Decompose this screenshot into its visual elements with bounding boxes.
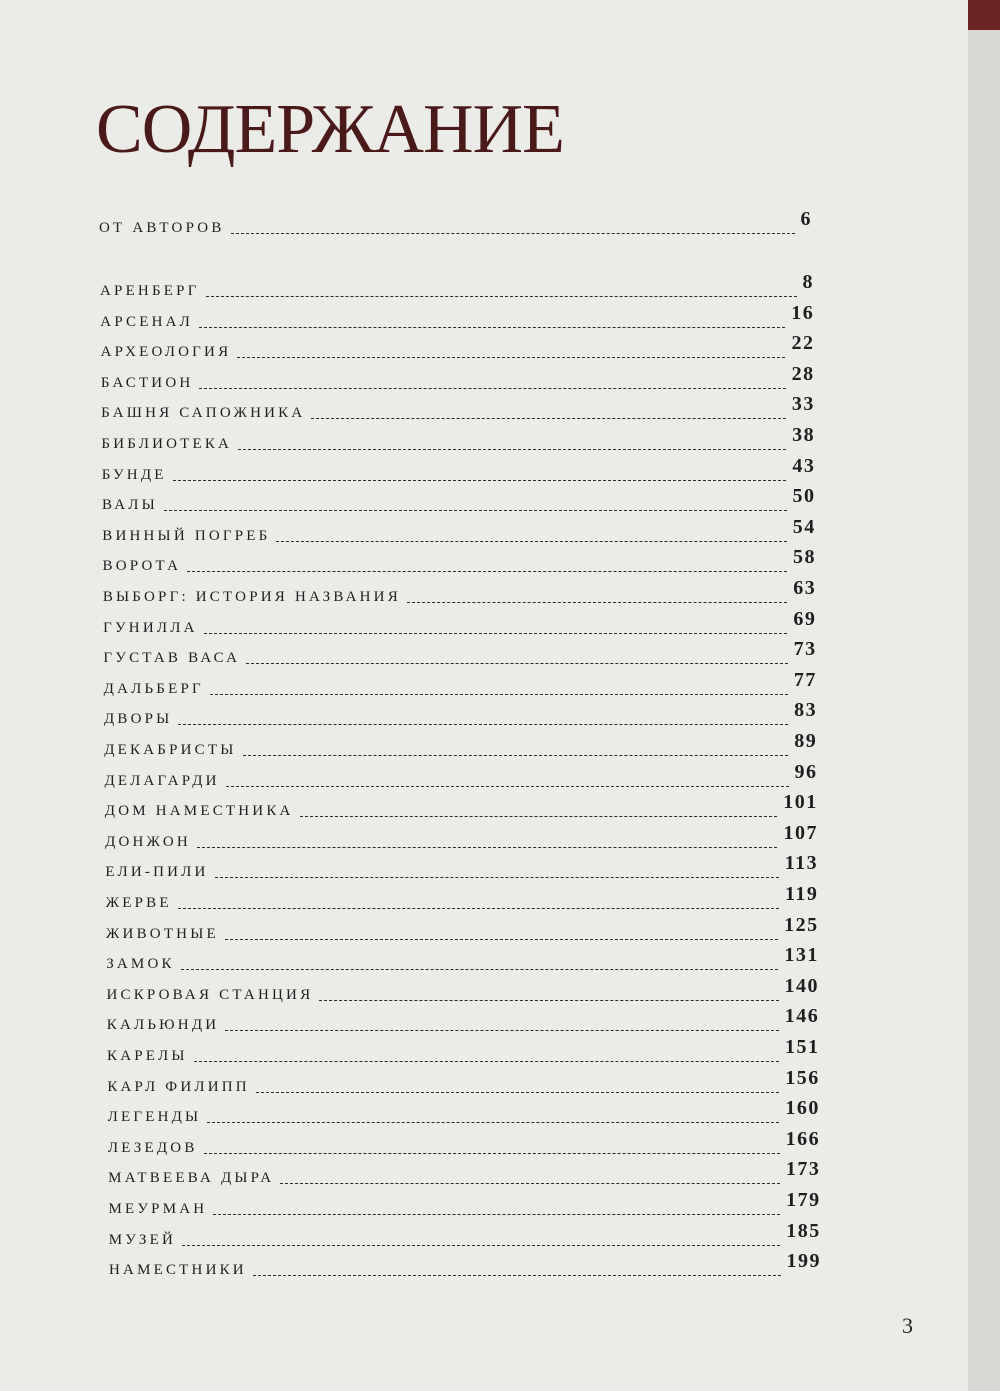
toc-entry-label: БУНДЕ <box>101 466 167 483</box>
toc-leader <box>311 418 785 419</box>
toc-entry-label: ДАЛЬБЕРГ <box>103 680 204 697</box>
toc-leader <box>199 388 785 389</box>
toc-entry-page: 125 <box>784 913 819 936</box>
toc-leader <box>243 755 789 756</box>
toc-entry-label: ГУСТАВ ВАСА <box>103 650 241 667</box>
toc-leader <box>204 633 788 634</box>
toc-entry <box>104 760 818 791</box>
toc-leader <box>173 480 787 481</box>
toc-entry-page: 179 <box>786 1189 821 1211</box>
toc-entry-label: ЛЕГЕНДЫ <box>107 1109 202 1126</box>
toc-entry-label: ДВОРЫ <box>103 711 173 728</box>
toc-leader <box>407 602 787 603</box>
toc-leader <box>207 1122 779 1123</box>
toc-entry <box>101 424 816 454</box>
toc-entry-page: 131 <box>784 944 819 967</box>
toc-entry-page: 33 <box>791 393 815 416</box>
toc-entry-page: 22 <box>791 332 815 355</box>
toc-entry-label: ВИННЫЙ ПОГРЕБ <box>102 527 271 544</box>
toc-entry-page: 173 <box>785 1158 821 1181</box>
toc-entry-label: ВОРОТА <box>102 558 182 575</box>
toc-entry-page: 160 <box>785 1097 820 1120</box>
toc-entry-page: 185 <box>786 1219 821 1242</box>
toc-entry <box>105 883 819 913</box>
toc-entry <box>105 913 819 944</box>
toc-entry <box>102 546 816 576</box>
toc-leader <box>246 663 788 664</box>
toc-leader <box>194 1061 779 1062</box>
toc-authors-entry <box>99 208 812 238</box>
toc-entry <box>105 852 819 882</box>
toc-entry-label: АРЕНБЕРГ <box>100 283 200 299</box>
toc-entry <box>101 485 816 515</box>
toc-authors-label: ОТ АВТОРОВ <box>99 220 225 236</box>
toc-leader <box>213 1214 780 1215</box>
toc-entry <box>101 454 816 485</box>
toc-leader <box>206 296 797 297</box>
toc-leader <box>231 233 795 234</box>
toc-leader <box>204 1153 780 1154</box>
toc-entry <box>101 393 815 423</box>
toc-leader <box>253 1275 781 1276</box>
toc-entry-page: 107 <box>783 821 818 844</box>
toc-entry-label: ЕЛИ-ПИЛИ <box>105 864 209 881</box>
toc-entry-page: 73 <box>793 638 817 661</box>
toc-entry-page: 119 <box>784 883 819 905</box>
toc-leader <box>181 969 779 970</box>
toc-entry-label: ДЕКАБРИСТЫ <box>104 742 237 758</box>
toc-entry <box>100 362 815 393</box>
toc-entry-label: ДОНЖОН <box>105 833 191 850</box>
toc-entry <box>106 974 820 1005</box>
toc-entry <box>104 730 818 760</box>
toc-leader <box>187 571 787 572</box>
toc-leader <box>178 724 788 725</box>
toc-entry-label: НАМЕСТНИКИ <box>109 1262 247 1279</box>
toc-entry <box>100 332 815 362</box>
toc-entry <box>103 638 817 668</box>
toc-entry-page: 199 <box>786 1250 821 1273</box>
toc-entry <box>103 699 818 729</box>
toc-entry-label: ДЕЛАГАРДИ <box>104 772 220 789</box>
toc-entry <box>108 1158 821 1188</box>
toc-leader <box>215 877 779 878</box>
toc-entry-page: 77 <box>793 668 817 691</box>
toc-leader <box>276 541 786 542</box>
toc-entry-label: КАЛЬЮНДИ <box>106 1017 220 1034</box>
toc-leader <box>199 327 785 328</box>
toc-entry <box>108 1189 821 1219</box>
toc-entry-label: АРСЕНАЛ <box>100 313 194 330</box>
toc-leader <box>237 357 785 358</box>
toc-entry-label: БИБЛИОТЕКА <box>101 436 233 452</box>
toc-entry-page: 8 <box>802 271 814 293</box>
toc-entry-label: ИСКРОВАЯ СТАНЦИЯ <box>106 986 314 1003</box>
toc-entry-page: 89 <box>794 730 818 752</box>
toc-entry <box>106 1005 820 1035</box>
toc-authors-page: 6 <box>800 208 812 230</box>
toc-entry-label: ВАЛЫ <box>101 497 158 514</box>
toc-entry-page: 156 <box>785 1066 820 1089</box>
toc-entry-page: 58 <box>792 546 816 569</box>
toc-entry-page: 69 <box>793 607 817 630</box>
toc-leader <box>210 694 788 695</box>
toc-leader <box>319 1000 778 1001</box>
toc-entry <box>107 1097 820 1127</box>
toc-entry-page: 54 <box>792 515 816 538</box>
toc-entry-page: 16 <box>791 301 815 324</box>
toc-entry-page: 43 <box>792 454 816 477</box>
toc-entry <box>109 1250 821 1280</box>
toc-entry <box>107 1127 821 1158</box>
toc-entry-label: ЛЕЗЕДОВ <box>107 1139 198 1156</box>
toc-entry-label: ЗАМОК <box>106 956 175 973</box>
toc-leader <box>164 510 787 511</box>
toc-entry-label: ВЫБОРГ: ИСТОРИЯ НАЗВАНИЯ <box>102 589 401 605</box>
toc-leader <box>280 1183 780 1184</box>
toc-leader <box>225 1030 778 1031</box>
toc-entry-page: 166 <box>785 1127 821 1150</box>
toc-entry <box>106 944 819 974</box>
toc-entry <box>102 515 816 546</box>
toc-entry <box>107 1066 820 1097</box>
toc-entry <box>103 607 817 638</box>
toc-leader <box>300 816 778 817</box>
toc-entry-label: МЕУРМАН <box>108 1201 208 1217</box>
page-edge <box>968 0 1000 1391</box>
toc-entry-label: ЖИВОТНЫЕ <box>105 925 219 942</box>
toc-entry-label: ГУНИЛЛА <box>103 619 198 636</box>
toc-entry <box>100 271 814 301</box>
toc-entry <box>108 1219 821 1250</box>
toc-entry-page: 83 <box>794 699 818 722</box>
toc-entry <box>103 668 817 699</box>
cover-band <box>968 0 1000 30</box>
toc-entry-label: БАСТИОН <box>100 374 194 391</box>
toc-entry <box>102 577 817 607</box>
toc-entry-label: ДОМ НАМЕСТНИКА <box>104 803 294 820</box>
toc-leader <box>225 939 778 940</box>
toc-entry-label: КАРЛ ФИЛИПП <box>107 1078 250 1095</box>
toc-leader <box>256 1092 779 1093</box>
toc-entry-page: 101 <box>783 791 818 814</box>
toc-entry-page: 96 <box>794 760 818 783</box>
toc-entry-label: БАШНЯ САПОЖНИКА <box>101 405 306 422</box>
toc-entry-label: ЖЕРВЕ <box>105 895 172 911</box>
page-number: 3 <box>902 1313 913 1338</box>
toc-leader <box>226 786 789 787</box>
toc-entry-label: МАТВЕЕВА ДЫРА <box>108 1170 275 1187</box>
toc-entry-page: 140 <box>784 974 820 997</box>
toc-leader <box>182 1245 780 1246</box>
toc-entry-label: КАРЕЛЫ <box>107 1048 188 1064</box>
toc-entry-page: 50 <box>792 485 816 508</box>
toc-entry-page: 28 <box>791 362 815 385</box>
toc-entry-page: 151 <box>784 1036 820 1058</box>
toc-entry-page: 146 <box>784 1005 820 1028</box>
toc-entry <box>104 791 818 821</box>
toc-leader <box>197 847 778 848</box>
toc-entry <box>100 301 815 332</box>
toc-entry-label: МУЗЕЙ <box>108 1231 176 1248</box>
toc-entry-page: 113 <box>784 852 819 875</box>
toc-entry <box>105 821 818 852</box>
toc-entry-page: 63 <box>793 577 817 599</box>
toc-leader <box>238 449 786 450</box>
toc-entry <box>107 1036 820 1066</box>
page-title: СОДЕРЖАНИЕ <box>96 91 564 168</box>
toc-entry-page: 38 <box>792 424 816 446</box>
toc-entry-label: АРХЕОЛОГИЯ <box>100 344 232 361</box>
toc-leader <box>178 908 779 909</box>
